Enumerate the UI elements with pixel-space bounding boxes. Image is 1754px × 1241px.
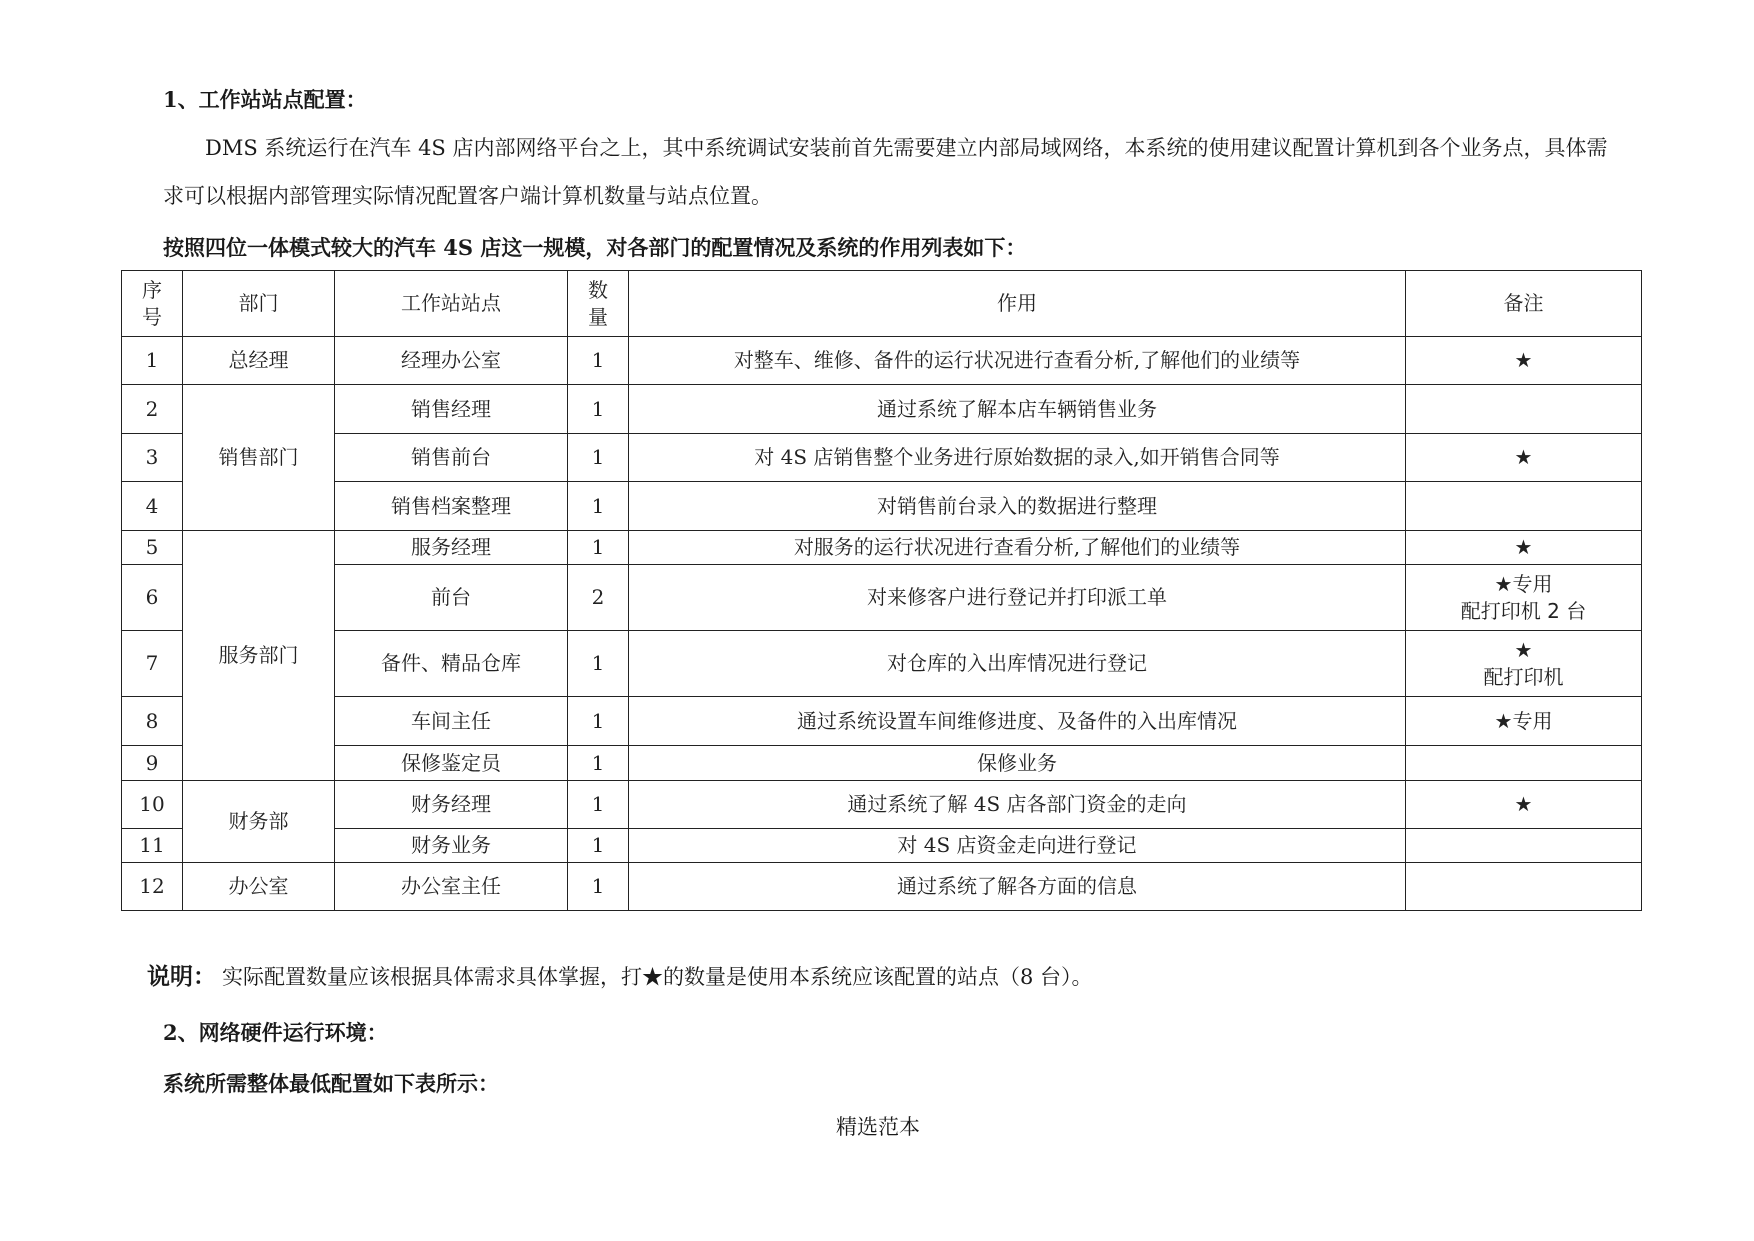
table-row	[122, 565, 1642, 631]
row-qty: 1	[568, 697, 629, 746]
row-qty: 1	[568, 781, 629, 829]
intro-paragraph-line1: DMS 系统运行在汽车 4S 店内部网络平台之上，其中系统调试安装前首先需要建立内部局域网络，本系统的使用建议配置计算机到各个业务点，具体需	[205, 136, 1608, 160]
remark-line1: ★	[1514, 637, 1533, 662]
table-row	[122, 531, 1642, 565]
row-no: 8	[122, 697, 183, 746]
row-station: 服务经理	[335, 531, 568, 565]
row-station: 销售经理	[335, 385, 568, 434]
header-qty: 数量	[568, 271, 629, 337]
row-no: 9	[122, 746, 183, 781]
header-remark: 备注	[1406, 271, 1642, 337]
row-purpose: 通过系统了解本店车辆销售业务	[629, 385, 1406, 434]
table-row	[122, 781, 1642, 829]
row-qty: 1	[568, 746, 629, 781]
row-station: 财务业务	[335, 829, 568, 863]
row-no: 6	[122, 565, 183, 631]
table-caption: 按照四位一体模式较大的汽车 4S 店这一规模，对各部门的配置情况及系统的作用列表如下：	[163, 235, 1027, 260]
row-qty: 1	[568, 482, 629, 531]
table-row	[122, 337, 1642, 385]
row-qty: 1	[568, 434, 629, 482]
note-text: 实际配置数量应该根据具体需求具体掌握，打★的数量是使用本系统应该配置的站点（8 台）。	[222, 965, 1093, 989]
remark-line1: ★专用	[1494, 571, 1553, 596]
row-station: 备件、精品仓库	[335, 631, 568, 697]
row-remark	[1406, 829, 1642, 863]
table-row	[122, 434, 1642, 482]
row-remark: ★专用	[1406, 697, 1642, 746]
row-remark	[1406, 631, 1642, 697]
row-station: 前台	[335, 565, 568, 631]
section2-heading: 2、网络硬件运行环境：	[163, 1020, 388, 1045]
row-purpose: 对 4S 店资金走向进行登记	[629, 829, 1406, 863]
row-qty: 1	[568, 863, 629, 911]
row-purpose: 对 4S 店销售整个业务进行原始数据的录入,如开销售合同等	[629, 434, 1406, 482]
row-station: 经理办公室	[335, 337, 568, 385]
row-no: 5	[122, 531, 183, 565]
row-station: 车间主任	[335, 697, 568, 746]
row-no: 2	[122, 385, 183, 434]
row-no: 10	[122, 781, 183, 829]
dept-cell-gm: 总经理	[183, 337, 335, 385]
table-row	[122, 631, 1642, 697]
dept-cell-service: 服务部门	[183, 531, 335, 781]
footer-text: 精选范本	[836, 1115, 920, 1139]
row-purpose: 对销售前台录入的数据进行整理	[629, 482, 1406, 531]
row-remark	[1406, 746, 1642, 781]
table-row	[122, 829, 1642, 863]
row-remark: ★	[1406, 434, 1642, 482]
row-no: 7	[122, 631, 183, 697]
remark-line2: 配打印机 2 台	[1460, 598, 1587, 623]
row-qty: 1	[568, 337, 629, 385]
row-remark	[1406, 385, 1642, 434]
table-row	[122, 385, 1642, 434]
header-station: 工作站站点	[335, 271, 568, 337]
row-no: 1	[122, 337, 183, 385]
dept-cell-sales: 销售部门	[183, 385, 335, 531]
note-paragraph	[147, 965, 1093, 988]
table-row	[122, 863, 1642, 911]
remark-line2: 配打印机	[1483, 664, 1564, 689]
row-purpose: 对来修客户进行登记并打印派工单	[629, 565, 1406, 631]
row-remark	[1406, 863, 1642, 911]
row-qty: 2	[568, 565, 629, 631]
row-purpose: 保修业务	[629, 746, 1406, 781]
row-station: 保修鉴定员	[335, 746, 568, 781]
intro-paragraph-line2: 求可以根据内部管理实际情况配置客户端计算机数量与站点位置。	[163, 184, 772, 208]
row-qty: 1	[568, 385, 629, 434]
row-qty: 1	[568, 531, 629, 565]
section2-subheading: 系统所需整体最低配置如下表所示：	[163, 1071, 499, 1096]
row-remark: ★	[1406, 531, 1642, 565]
row-no: 12	[122, 863, 183, 911]
row-qty: 1	[568, 631, 629, 697]
header-purpose: 作用	[629, 271, 1406, 337]
row-station: 办公室主任	[335, 863, 568, 911]
header-no: 序号	[122, 271, 183, 337]
dept-cell-office: 办公室	[183, 863, 335, 911]
row-no: 3	[122, 434, 183, 482]
dept-cell-finance: 财务部	[183, 781, 335, 863]
row-no: 11	[122, 829, 183, 863]
table-header-row	[122, 271, 1642, 337]
row-qty: 1	[568, 829, 629, 863]
section1-heading: 1、工作站站点配置：	[163, 87, 367, 112]
row-no: 4	[122, 482, 183, 531]
row-purpose: 对服务的运行状况进行查看分析,了解他们的业绩等	[629, 531, 1406, 565]
row-station: 财务经理	[335, 781, 568, 829]
row-purpose: 通过系统了解各方面的信息	[629, 863, 1406, 911]
workstation-config-table	[121, 270, 1642, 911]
table-row	[122, 482, 1642, 531]
row-remark: ★	[1406, 781, 1642, 829]
row-remark	[1406, 482, 1642, 531]
header-dept: 部门	[183, 271, 335, 337]
row-purpose: 通过系统设置车间维修进度、及备件的入出库情况	[629, 697, 1406, 746]
table-row	[122, 746, 1642, 781]
row-remark: ★	[1406, 337, 1642, 385]
row-purpose: 对仓库的入出库情况进行登记	[629, 631, 1406, 697]
row-purpose: 通过系统了解 4S 店各部门资金的走向	[629, 781, 1406, 829]
row-station: 销售前台	[335, 434, 568, 482]
row-station: 销售档案整理	[335, 482, 568, 531]
row-remark	[1406, 565, 1642, 631]
table-row	[122, 697, 1642, 746]
note-label: 说明：	[147, 963, 216, 990]
row-purpose: 对整车、维修、备件的运行状况进行查看分析,了解他们的业绩等	[629, 337, 1406, 385]
